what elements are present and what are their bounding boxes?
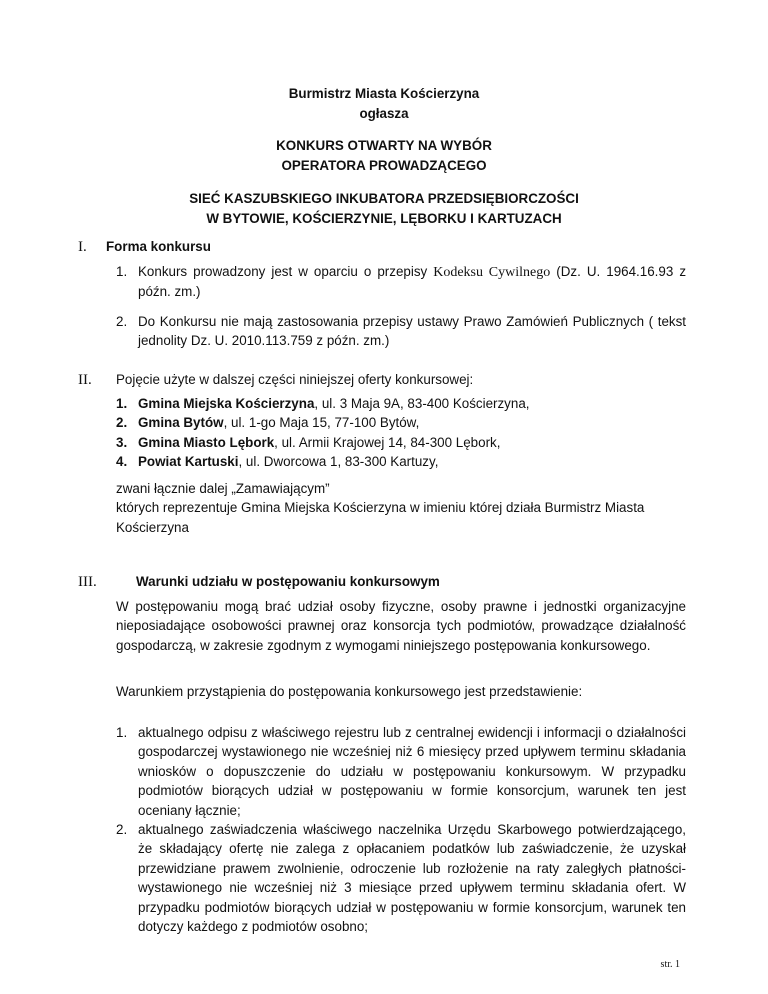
section-2-heading <box>78 370 473 390</box>
network-title <box>0 189 768 229</box>
list-item: 4. Powiat Kartuski, ul. Dworcowa 1, 83-300 Kartuzy, <box>116 454 439 470</box>
section-3-title: Warunki udziału w postępowaniu konkursowym <box>136 574 440 589</box>
section-2-list <box>116 394 686 472</box>
title-line-2: OPERATORA PROWADZĄCEGO <box>281 158 487 173</box>
announces-line: ogłasza <box>359 106 409 121</box>
section-2-number: II. <box>78 372 92 388</box>
section-1-title: Forma konkursu <box>106 239 211 254</box>
network-line-1: SIEĆ KASZUBSKIEGO INKUBATORA PRZEDSIĘBIORCZOŚCI <box>189 191 579 206</box>
title-line-1: KONKURS OTWARTY NA WYBÓR <box>276 138 492 153</box>
note-line-2: których reprezentuje Gmina Miejska Kościerzyna w imieniu której działa Burmistrz Miasta Kościerzyna <box>116 500 645 535</box>
list-item: 2. Do Konkursu nie mają zastosowania przepisy ustawy Prawo Zamówień Publicznych ( tekst jednolity Dz. U. 2010.113.759 z późn. zm.) <box>116 313 686 349</box>
section-3-number: III. <box>78 574 97 590</box>
section-1-number: I. <box>78 239 87 255</box>
list-item: 1. Konkurs prowadzony jest w oparciu o przepisy Kodeksu Cywilnego (Dz. U. 1964.16.93 z późn. zm.) <box>116 264 687 300</box>
section-3-heading <box>78 572 440 592</box>
list-item: 2. Gmina Bytów, ul. 1-go Maja 15, 77-100 Bytów, <box>116 415 420 431</box>
participation-paragraph: W postępowaniu mogą brać udział osoby fizyczne, osoby prawne i jednostki organizacyjne nieposiadające osobowości prawnej oraz konsorcja tych podmiotów, prowadzące działalność gospodarczą, w zakresie zgodnym z wymogami niniejszego postępowania konkursowego. <box>116 599 686 653</box>
note-line-1: zwani łącznie dalej „Zamawiającym” <box>116 481 330 496</box>
collective-name-note <box>116 479 701 537</box>
list-item: 1. Gmina Miejska Kościerzyna, ul. 3 Maja 9A, 83-400 Kościerzyna, <box>116 396 530 411</box>
civil-code-reference: Kodeksu Cywilnego <box>433 265 551 280</box>
section-2-title: Pojęcie użyte w dalszej części niniejszej oferty konkursowej: <box>116 372 474 387</box>
announcement-header <box>0 84 768 124</box>
section-3-list <box>116 723 686 936</box>
list-item: 3. Gmina Miasto Lębork, ul. Armii Krajowej 14, 84-300 Lębork, <box>116 434 501 450</box>
list-item: 2. aktualnego zaświadczenia właściwego naczelnika Urzędu Skarbowego potwierdzającego, że składający ofertę nie zalega z opłacaniem podatków lub zaświadczenie, że uzyskał przewidziane prawem zwolnienie, odroczenie lub rozłożenie na raty zaległych płatności- wystawionego nie wcześniej niż 3 miesiące przed upływem terminu składania ofert. W przypadku podmiotów biorących udział w postępowaniu w formie konsorcjum, warunek ten dotyczy każdego z podmiotów osobno; <box>116 822 686 935</box>
issuer-line: Burmistrz Miasta Kościerzyna <box>288 86 480 101</box>
conditions-intro: Warunkiem przystąpienia do postępowania konkursowego jest przedstawienie: <box>116 684 583 699</box>
page-number: str. 1 <box>660 959 680 970</box>
competition-title <box>0 136 768 176</box>
section-1-heading <box>78 237 211 257</box>
section-1-list <box>116 262 686 351</box>
network-line-2: W BYTOWIE, KOŚCIERZYNIE, LĘBORKU I KARTUZACH <box>206 211 562 226</box>
list-item: 1. aktualnego odpisu z właściwego rejestru lub z centralnej ewidencji i informacji o działalności gospodarczej wystawionego nie wcześniej niż 6 miesięcy przed upływem terminu składania wniosków o dopuszczenie do udziału w postępowaniu konkursowym. W przypadku podmiotów biorących udział w postępowaniu w formie konsorcjum, warunek ten jest oceniany łącznie; <box>116 725 686 818</box>
